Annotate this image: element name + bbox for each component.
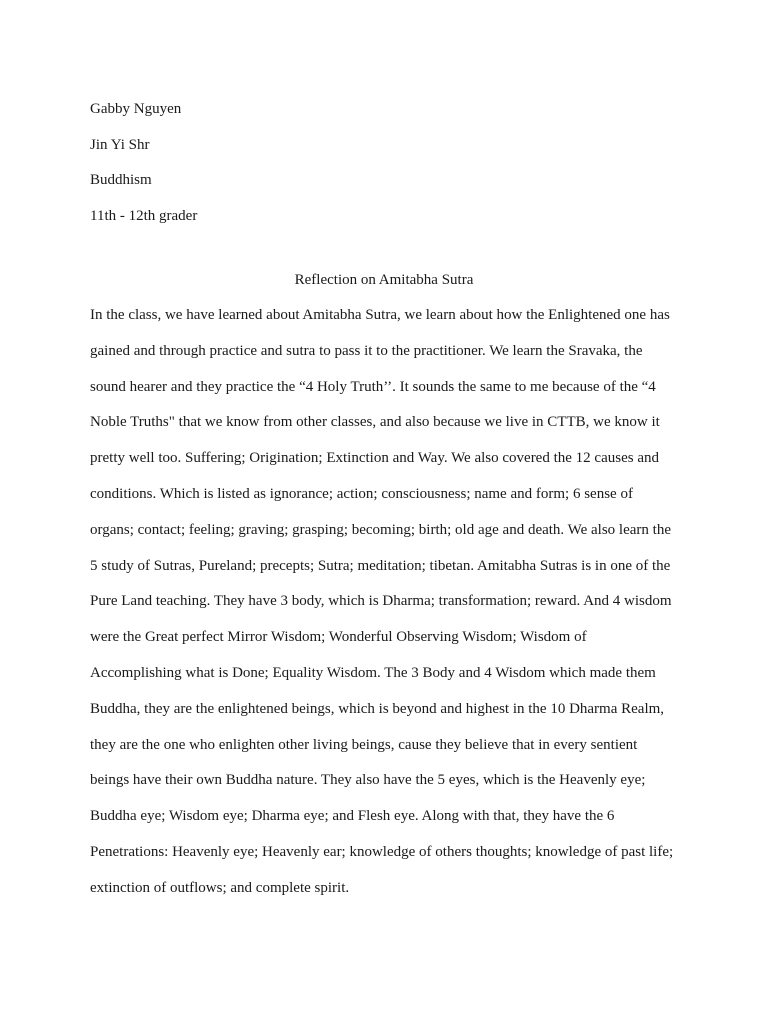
body-line: extinction of outflows; and complete spirit. bbox=[90, 879, 350, 896]
body-line: conditions. Which is listed as ignorance; action; consciousness; name and form; 6 sense of bbox=[90, 485, 633, 502]
author-name: Gabby Nguyen bbox=[90, 101, 182, 117]
body-line: were the Great perfect Mirror Wisdom; Wonderful Observing Wisdom; Wisdom of bbox=[90, 629, 587, 646]
body-line: organs; contact; feeling; graving; grasping; becoming; birth; old age and death. We also learn the bbox=[90, 521, 671, 538]
body-line: Penetrations: Heavenly eye; Heavenly ear; knowledge of others thoughts; knowledge of past life; bbox=[90, 843, 674, 860]
body-line: 5 study of Sutras, Pureland; precepts; Sutra; meditation; tibetan. Amitabha Sutras is in one of the bbox=[90, 557, 671, 574]
document-title: Reflection on Amitabha Sutra bbox=[294, 272, 474, 288]
course-name: Buddhism bbox=[90, 172, 152, 188]
grade-level: 11th - 12th grader bbox=[90, 207, 198, 224]
body-line: Accomplishing what is Done; Equality Wisdom. The 3 Body and 4 Wisdom which made them bbox=[90, 664, 656, 681]
body-line: Buddha, they are the enlightened beings, which is beyond and highest in the 10 Dharma Realm, bbox=[90, 700, 665, 717]
teacher-name: Jin Yi Shr bbox=[90, 136, 150, 153]
document-header bbox=[90, 92, 690, 234]
body-line: Noble Truths" that we know from other classes, and also because we live in CTTB, we know it bbox=[90, 414, 660, 431]
body-line: Buddha eye; Wisdom eye; Dharma eye; and Flesh eye. Along with that, they have the 6 bbox=[90, 808, 615, 825]
body-line: Pure Land teaching. They have 3 body, which is Dharma; transformation; reward. And 4 wisdom bbox=[90, 593, 672, 610]
body-line: In the class, we have learned about Amitabha Sutra, we learn about how the Enlightened one has bbox=[90, 307, 670, 323]
body-text bbox=[90, 303, 690, 912]
body-line: they are the one who enlighten other living beings, cause they believe that in every sentient bbox=[90, 736, 638, 753]
body-line: beings have their own Buddha nature. They also have the 5 eyes, which is the Heavenly eye; bbox=[90, 772, 646, 789]
body-line: sound hearer and they practice the “4 Holy Truth’’. It sounds the same to me because of the “4 bbox=[90, 378, 656, 395]
body-line: pretty well too. Suffering; Origination; Extinction and Way. We also covered the 12 causes and bbox=[90, 450, 659, 467]
body-line: gained and through practice and sutra to pass it to the practitioner. We learn the Sravaka, the bbox=[90, 342, 643, 359]
